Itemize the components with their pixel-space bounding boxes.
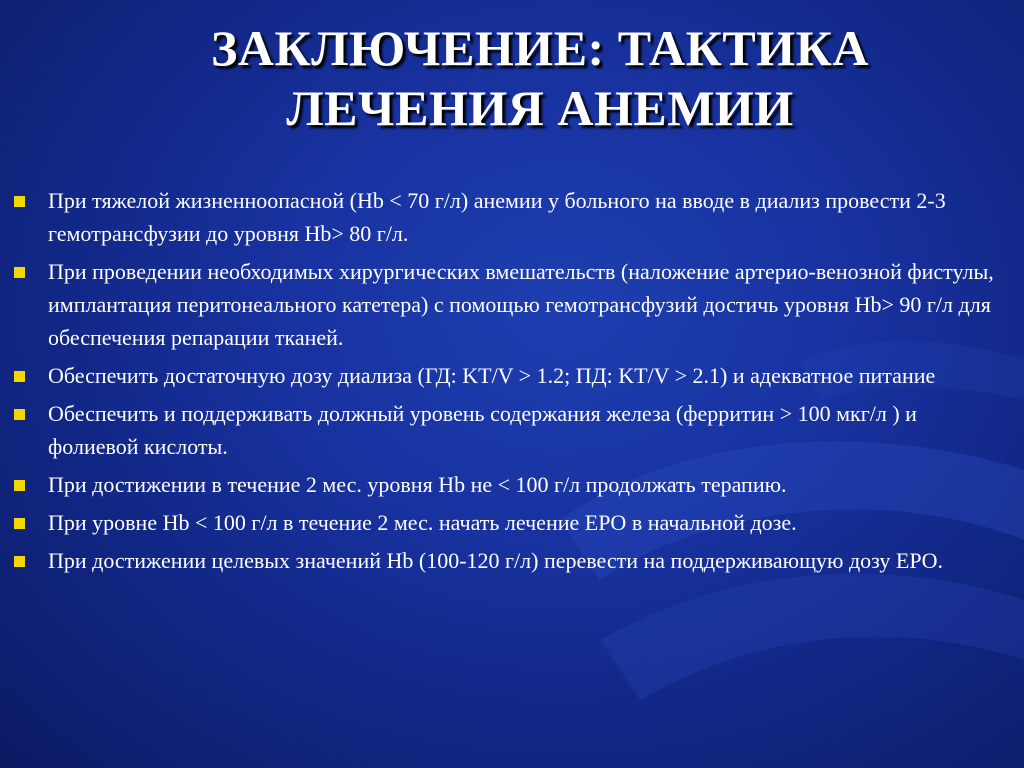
bullet-text: При достижении в течение 2 мес. уровня Hb не < 100 г/л продолжать терапию. — [48, 472, 787, 497]
square-bullet-icon — [14, 409, 25, 420]
square-bullet-icon — [14, 371, 25, 382]
bullet-item — [12, 359, 1002, 392]
bullet-text: При тяжелой жизненноопасной (Hb < 70 г/л) анемии у больного на вводе в диализ провести 2-3 гемотрансфузии до уровня Hb> 80 г/л. — [48, 188, 946, 246]
square-bullet-icon — [14, 480, 25, 491]
bullet-text: При достижении целевых значений Hb (100-120 г/л) перевести на поддерживающую дозу EPO. — [48, 548, 943, 573]
bullet-text: Обеспечить достаточную дозу диализа (ГД: KT/V > 1.2; ПД: KT/V > 2.1) и адекватное питание — [48, 363, 936, 388]
square-bullet-icon — [14, 556, 25, 567]
slide-title — [60, 18, 1020, 138]
bullet-item — [12, 397, 1002, 463]
square-bullet-icon — [14, 267, 25, 278]
bullet-item — [12, 184, 1002, 250]
bullet-text: При уровне Hb < 100 г/л в течение 2 мес. начать лечение EPO в начальной дозе. — [48, 510, 797, 535]
square-bullet-icon — [14, 518, 25, 529]
bullet-item — [12, 544, 1002, 577]
bullet-item — [12, 468, 1002, 501]
slide-title-line-1: ЗАКЛЮЧЕНИЕ: ТАКТИКА — [210, 20, 870, 76]
bullet-text: При проведении необходимых хирургических вмешательств (наложение артерио-венозной фистулы, имплантация перитонеального катетера) с помощью гемотрансфузий достичь уровня Hb> 90 г/л для обеспечения репарации тканей. — [48, 259, 994, 350]
bullet-text: Обеспечить и поддерживать должный уровень содержания железа (ферритин > 100 мкг/л ) и фолиевой кислоты. — [48, 401, 917, 459]
bullet-list — [12, 184, 1002, 582]
square-bullet-icon — [14, 196, 25, 207]
slide-title-line-2: ЛЕЧЕНИЯ АНЕМИИ — [286, 80, 794, 136]
bullet-item — [12, 506, 1002, 539]
bullet-item — [12, 255, 1002, 354]
